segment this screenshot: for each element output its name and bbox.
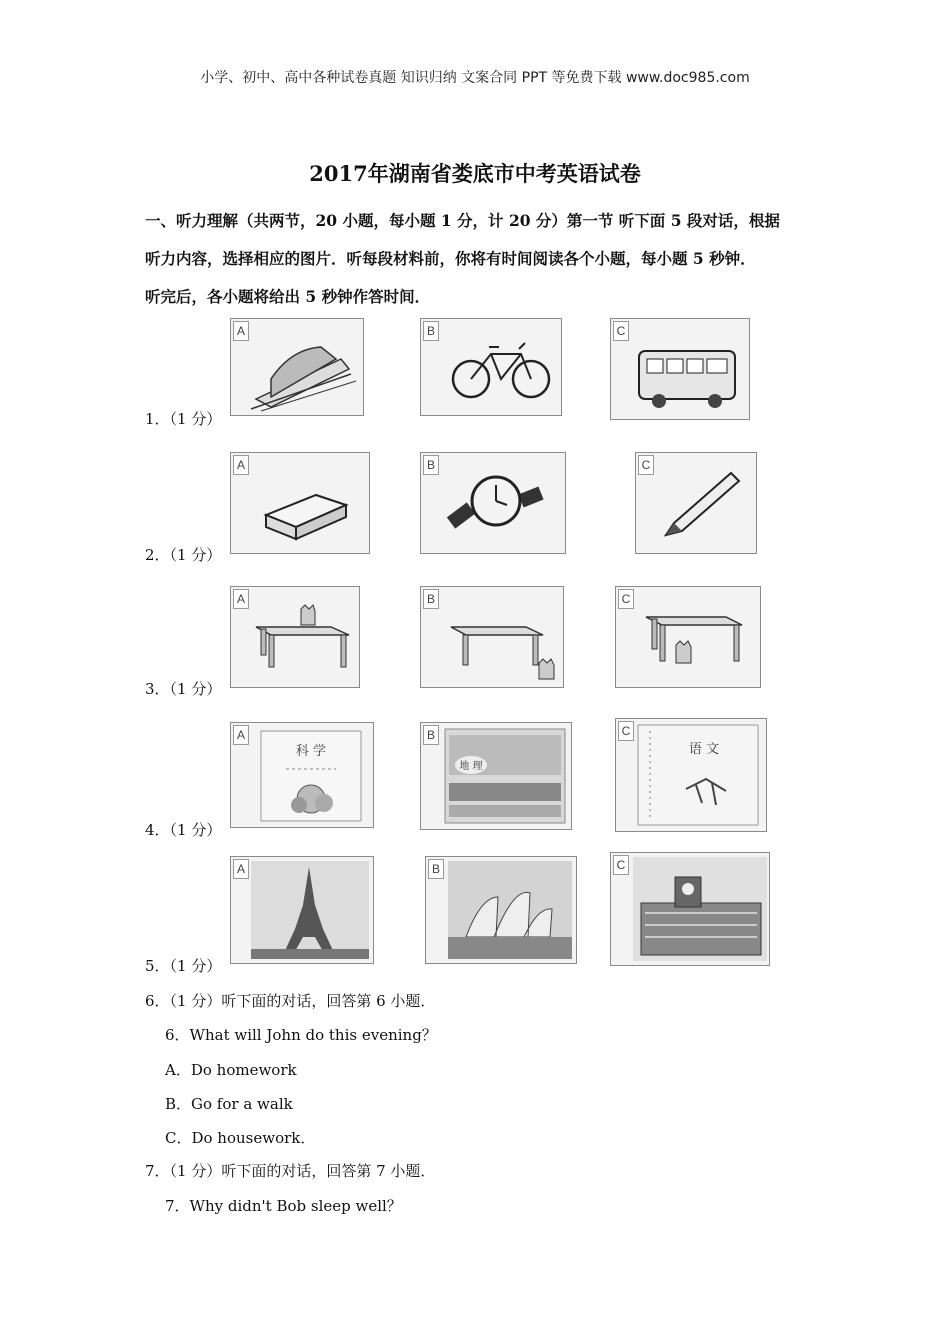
option-letter: A <box>233 455 249 475</box>
q1-option-a-card[interactable] <box>230 318 364 416</box>
cat-under-table-icon <box>616 587 760 687</box>
q3-option-a-card[interactable] <box>230 586 360 688</box>
q2-option-b-card[interactable] <box>420 452 566 554</box>
watch-icon <box>421 453 565 553</box>
site-header-text: 小学、初中、高中各种试卷真题 知识归纳 文案合同 PPT 等免费下载 www.doc985.com <box>200 70 750 86</box>
eiffel-tower-icon <box>231 857 373 963</box>
q1-option-c-card[interactable] <box>610 318 750 420</box>
section-instructions-line3: 听完后，各小题将给出 5 秒钟作答时间． <box>145 287 431 306</box>
train-icon <box>231 319 363 415</box>
question-1-label: 1．（1 分） <box>145 410 222 428</box>
science-book-icon <box>231 723 373 827</box>
exam-title: 2017年湖南省娄底市中考英语试卷 <box>309 161 641 186</box>
option-letter: A <box>233 321 249 341</box>
option-letter: C <box>618 721 634 741</box>
question-6-text: 6．What will John do this evening？ <box>165 1026 437 1044</box>
book-title: 科 学 <box>295 744 327 759</box>
q1-option-b-card[interactable] <box>420 318 562 416</box>
section-instructions-line1: 一、听力理解（共两节，20 小题，每小题 1 分，计 20 分）第一节 听下面 5 段对话，根据 <box>145 211 780 230</box>
option-letter: C <box>613 855 629 875</box>
q2-option-a-card[interactable] <box>230 452 370 554</box>
option-letter: C <box>638 455 654 475</box>
q3-option-c-card[interactable] <box>615 586 761 688</box>
question-4-label: 4．（1 分） <box>145 821 222 839</box>
bicycle-icon <box>421 319 561 415</box>
question-6-intro: 6．（1 分）听下面的对话，回答第 6 小题． <box>145 992 436 1010</box>
chinese-book-icon <box>616 719 766 831</box>
question-7-intro: 7．（1 分）听下面的对话，回答第 7 小题． <box>145 1162 436 1180</box>
section-instructions-line2: 听力内容，选择相应的图片．听每段材料前，你将有时间阅读各个小题，每小题 5 秒钟． <box>145 249 756 268</box>
cat-on-table-icon <box>231 587 359 687</box>
pencil-icon <box>636 453 756 553</box>
question-2-label: 2．（1 分） <box>145 546 222 564</box>
option-letter: A <box>233 589 249 609</box>
option-letter: C <box>618 589 634 609</box>
q5-option-c-card[interactable] <box>610 852 770 966</box>
sydney-opera-house-icon <box>426 857 576 963</box>
cat-beside-table-icon <box>421 587 563 687</box>
question-6-option-a[interactable]: A．Do homework <box>165 1061 297 1079</box>
question-5-label: 5．（1 分） <box>145 957 222 975</box>
q4-option-c-card[interactable] <box>615 718 767 832</box>
option-letter: A <box>233 725 249 745</box>
option-letter: B <box>423 321 439 341</box>
question-7-text: 7．Why didn't Bob sleep well？ <box>165 1197 402 1215</box>
question-6-option-c[interactable]: C．Do housework． <box>165 1129 316 1147</box>
q4-option-b-card[interactable] <box>420 722 572 830</box>
eraser-icon <box>231 453 369 553</box>
question-6-option-b[interactable]: B．Go for a walk <box>165 1095 293 1113</box>
q3-option-b-card[interactable] <box>420 586 564 688</box>
option-letter: C <box>613 321 629 341</box>
option-letter: B <box>423 725 439 745</box>
option-letter: A <box>233 859 249 879</box>
bus-icon <box>611 319 749 419</box>
question-3-label: 3．（1 分） <box>145 680 222 698</box>
beijing-station-icon <box>611 853 769 965</box>
option-letter: B <box>423 455 439 475</box>
q2-option-c-card[interactable] <box>635 452 757 554</box>
geography-book-icon <box>421 723 571 829</box>
q5-option-b-card[interactable] <box>425 856 577 964</box>
q4-option-a-card[interactable] <box>230 722 374 828</box>
book-title: 语 文 <box>688 742 720 757</box>
option-letter: B <box>423 589 439 609</box>
book-title: 地 理 <box>459 761 483 772</box>
option-letter: B <box>428 859 444 879</box>
q5-option-a-card[interactable] <box>230 856 374 964</box>
